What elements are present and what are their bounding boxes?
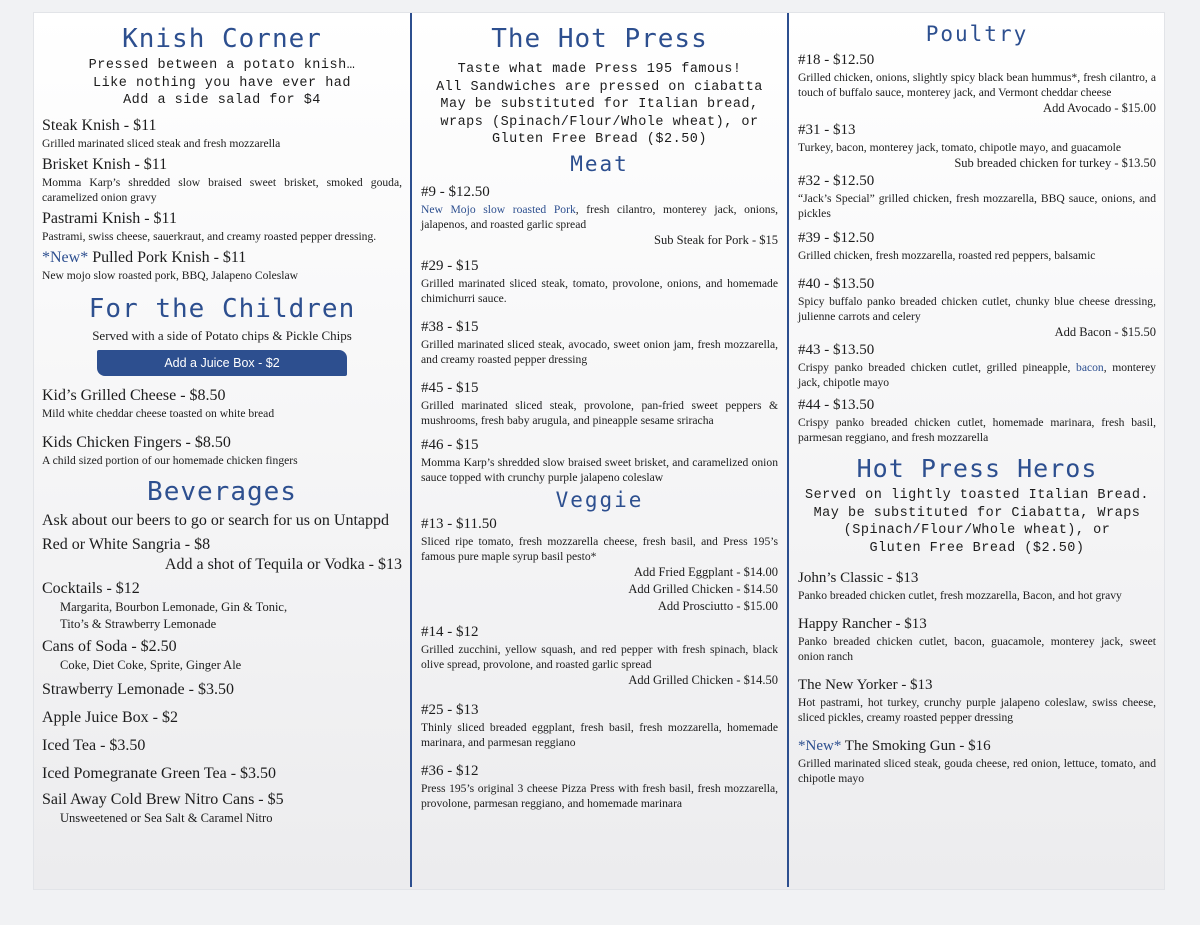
new-badge: *New* xyxy=(42,248,89,266)
item-name: Pulled Pork Knish - $11 xyxy=(88,248,247,266)
item-desc: Spicy buffalo panko breaded chicken cutlet, chunky blue cheese dressing, julienne carrots and celery xyxy=(798,295,1156,323)
cocktails-sub: Margarita, Bourbon Lemonade, Gin & Tonic, xyxy=(60,599,288,614)
cocktails-sub: Tito’s & Strawberry Lemonade xyxy=(60,616,217,631)
meat-title: Meat xyxy=(570,151,629,176)
item-desc: Grilled marinated sliced steak, tomato, provolone, onions, and homemade chimichurri sauce. xyxy=(421,276,778,305)
item-name: #32 - $12.50 xyxy=(798,173,875,189)
item-name: Brisket Knish - $11 xyxy=(42,155,168,173)
item-desc: , monterey jack, chipotle mayo xyxy=(798,361,1156,389)
menu-item xyxy=(42,248,402,283)
menu-item xyxy=(421,515,778,615)
menu-item xyxy=(421,318,778,367)
item-desc: Crispy panko breaded chicken cutlet, homemade marinara, fresh basil, parmesan reggiano, and fresh mozzarella xyxy=(798,416,1156,444)
item-name: #25 - $13 xyxy=(421,701,479,718)
strawberry-lemonade: Strawberry Lemonade - $3.50 xyxy=(42,680,234,698)
hotpress-sub-5: Gluten Free Bread ($2.50) xyxy=(491,132,708,147)
juice-box-banner: Add a Juice Box - $2 xyxy=(97,350,347,376)
item-desc: Grilled marinated sliced steak, provolone, pan-fried sweet peppers & mushrooms, fresh baby arugula, and pineapple sesame sriracha xyxy=(421,398,778,427)
item-desc: Grilled marinated sliced steak and fresh mozzarella xyxy=(42,136,281,150)
veggie-title: Veggie xyxy=(555,487,644,512)
menu-item xyxy=(42,433,402,468)
item-desc: Panko breaded chicken cutlet, bacon, guacamole, monterey jack, sweet onion ranch xyxy=(798,635,1156,663)
item-name: The New Yorker - $13 xyxy=(798,677,933,693)
item-extra: Add Bacon - $15.50 xyxy=(1054,325,1156,339)
menu-item xyxy=(42,116,402,151)
heros-sub-1: Served on lightly toasted Italian Bread. xyxy=(804,488,1150,503)
iced-tea: Iced Tea - $3.50 xyxy=(42,736,146,754)
poultry-title: Poultry xyxy=(925,22,1029,46)
hotpress-sub-1: Taste what made Press 195 famous! xyxy=(457,62,742,77)
item-name: #39 - $12.50 xyxy=(798,230,875,246)
menu-item xyxy=(42,155,402,205)
item-desc: A child sized portion of our homemade chicken fingers xyxy=(42,453,298,467)
menu-item xyxy=(42,386,402,421)
menu-item xyxy=(798,396,1156,445)
new-badge: *New* xyxy=(798,738,842,754)
column-left xyxy=(34,13,410,889)
menu-item xyxy=(798,229,1156,263)
item-name: #45 - $15 xyxy=(421,379,479,396)
item-desc: Pastrami, swiss cheese, sauerkraut, and creamy roasted pepper dressing. xyxy=(42,229,377,243)
menu-item xyxy=(798,121,1156,172)
item-desc: Sliced ripe tomato, fresh mozzarella cheese, fresh basil, and Press 195’s famous pure maple syrup basil pesto* xyxy=(421,534,778,563)
item-desc: Grilled chicken, onions, slightly spicy black bean hummus*, fresh cilantro, a touch of buffalo sauce, monterey jack, and Vermont cheddar cheese xyxy=(798,71,1156,99)
cocktails: Cocktails - $12 xyxy=(42,579,140,597)
item-desc: Press 195’s original 3 cheese Pizza Press with fresh basil, fresh mozzarella, provolone, parmesan reggiano, and homemade marinara xyxy=(421,781,778,810)
beverages-title: Beverages xyxy=(147,476,297,507)
item-name: #14 - $12 xyxy=(421,623,479,640)
knish-sub-1: Pressed between a potato knish… xyxy=(88,58,356,73)
item-name: #46 - $15 xyxy=(421,436,479,453)
pomegranate-tea: Iced Pomegranate Green Tea - $3.50 xyxy=(42,764,277,782)
item-name: #9 - $12.50 xyxy=(421,183,490,200)
item-desc: Hot pastrami, hot turkey, crunchy purple jalapeno coleslaw, swiss cheese, sliced pickles, creamy roasted pepper dressing xyxy=(798,696,1156,724)
knish-sub-3: Add a side salad for $4 xyxy=(123,93,321,108)
knish-title: Knish Corner xyxy=(122,24,322,54)
item-desc: Grilled chicken, fresh mozzarella, roasted red peppers, balsamic xyxy=(798,249,1096,262)
apple-juice: Apple Juice Box - $2 xyxy=(42,708,178,726)
cold-brew-sub: Unsweetened or Sea Salt & Caramel Nitro xyxy=(60,810,273,825)
hotpress-sub-2: All Sandwiches are pressed on ciabatta xyxy=(436,79,763,95)
heros-sub-2: May be substituted for Ciabatta, Wraps xyxy=(813,505,1141,521)
item-name: #36 - $12 xyxy=(421,762,479,779)
item-desc: Turkey, bacon, monterey jack, tomato, chipotle mayo, and guacamole xyxy=(798,141,1122,154)
cold-brew: Sail Away Cold Brew Nitro Cans - $5 xyxy=(42,790,284,808)
menu-item xyxy=(798,341,1156,390)
menu-item xyxy=(42,209,402,244)
menu-item xyxy=(421,623,778,689)
item-extra: Sub Steak for Pork - $15 xyxy=(654,232,778,247)
item-name: Pastrami Knish - $11 xyxy=(42,209,177,227)
item-name: Happy Rancher - $13 xyxy=(798,616,927,632)
item-desc: Panko breaded chicken cutlet, fresh mozzarella, Bacon, and hot gravy xyxy=(798,589,1122,602)
heros-sub-3: (Spinach/Flour/Whole wheat), or xyxy=(843,523,1111,538)
menu-item xyxy=(421,257,778,306)
item-name: Kid’s Grilled Cheese - $8.50 xyxy=(42,386,226,404)
item-name: #18 - $12.50 xyxy=(798,52,875,68)
item-name: #29 - $15 xyxy=(421,257,479,274)
menu-item xyxy=(798,615,1156,664)
menu-page xyxy=(33,12,1165,890)
column-middle xyxy=(412,13,788,889)
item-desc: Grilled marinated sliced steak, gouda cheese, red onion, lettuce, tomato, and chipotle mayo xyxy=(798,757,1156,785)
item-desc: Thinly sliced breaded eggplant, fresh basil, fresh mozzarella, homemade marinara, and parmesan reggiano xyxy=(421,720,778,749)
soda-sub: Coke, Diet Coke, Sprite, Ginger Ale xyxy=(60,657,242,672)
children-title: For the Children xyxy=(88,293,356,324)
column-right xyxy=(789,13,1164,889)
item-desc: Momma Karp’s shredded slow braised sweet brisket, and caramelized onion sauce topped with crunchy purple jalapeno coleslaw xyxy=(421,455,778,484)
menu-item xyxy=(798,676,1156,725)
menu-item xyxy=(798,569,1156,603)
menu-item xyxy=(798,51,1156,117)
item-desc: Grilled marinated sliced steak, avocado, sweet onion jam, fresh mozzarella, and creamy roasted pepper dressing xyxy=(421,337,778,366)
menu-item xyxy=(798,737,1156,786)
item-desc: Grilled zucchini, yellow squash, and red pepper with fresh spinach, black olive spread, provolone, and roasted garlic spread xyxy=(421,642,778,671)
sangria-add: Add a shot of Tequila or Vodka - $13 xyxy=(164,555,402,573)
item-name: Steak Knish - $11 xyxy=(42,116,157,134)
item-name: John’s Classic - $13 xyxy=(798,570,919,586)
sangria: Red or White Sangria - $8 xyxy=(42,535,211,553)
menu-item xyxy=(421,762,778,811)
beverages-intro: Ask about our beers to go or search for us on Untappd xyxy=(42,511,390,529)
heros-sub-4: Gluten Free Bread ($2.50) xyxy=(869,540,1085,556)
menu-item xyxy=(421,379,778,428)
item-extra: Add Fried Eggplant - $14.00 xyxy=(633,564,778,579)
item-desc: “Jack’s Special” grilled chicken, fresh mozzarella, BBQ sauce, onions, and pickles xyxy=(798,192,1156,220)
menu-item xyxy=(421,436,778,485)
children-note: Served with a side of Potato chips & Pickle Chips xyxy=(92,327,352,343)
knish-sub-2: Like nothing you have ever had xyxy=(92,75,352,91)
menu-item xyxy=(421,701,778,750)
heros-title: Hot Press Heros xyxy=(856,454,1098,483)
soda: Cans of Soda - $2.50 xyxy=(42,637,177,655)
item-extra: Add Prosciutto - $15.00 xyxy=(657,598,778,613)
item-extra: Add Avocado - $15.00 xyxy=(1043,101,1156,115)
hotpress-sub-3: May be substituted for Italian bread, xyxy=(440,97,759,112)
menu-item xyxy=(798,275,1156,341)
item-name: #43 - $13.50 xyxy=(798,342,875,358)
item-desc: New mojo slow roasted pork, BBQ, Jalapeno Coleslaw xyxy=(42,268,298,282)
item-desc: Mild white cheddar cheese toasted on white bread xyxy=(42,406,275,420)
item-name: #13 - $11.50 xyxy=(421,515,497,532)
item-desc-highlight: bacon xyxy=(1076,361,1104,374)
item-name: The Smoking Gun - $16 xyxy=(841,738,991,754)
menu-item xyxy=(421,183,778,249)
menu-item xyxy=(798,172,1156,221)
item-desc-highlight: New Mojo slow roasted Pork xyxy=(421,202,576,216)
item-desc: , fresh cilantro, monterey jack, onions, jalapenos, and roasted garlic spread xyxy=(421,202,778,231)
item-extra: Add Grilled Chicken - $14.50 xyxy=(628,581,778,596)
hotpress-sub-4: wraps (Spinach/Flour/Whole wheat), or xyxy=(440,114,759,130)
item-name: #40 - $13.50 xyxy=(798,276,875,292)
item-name: #44 - $13.50 xyxy=(798,397,875,413)
item-name: Kids Chicken Fingers - $8.50 xyxy=(42,433,231,451)
item-name: #38 - $15 xyxy=(421,318,479,335)
hotpress-title: The Hot Press xyxy=(491,24,708,54)
item-name: #31 - $13 xyxy=(798,122,856,138)
item-extra: Sub breaded chicken for turkey - $13.50 xyxy=(954,156,1156,170)
item-extra: Add Grilled Chicken - $14.50 xyxy=(628,672,778,687)
item-desc: Crispy panko breaded chicken cutlet, grilled pineapple, xyxy=(798,361,1077,374)
item-desc: Momma Karp’s shredded slow braised sweet brisket, smoked gouda, caramelized onion gravy xyxy=(42,175,402,204)
